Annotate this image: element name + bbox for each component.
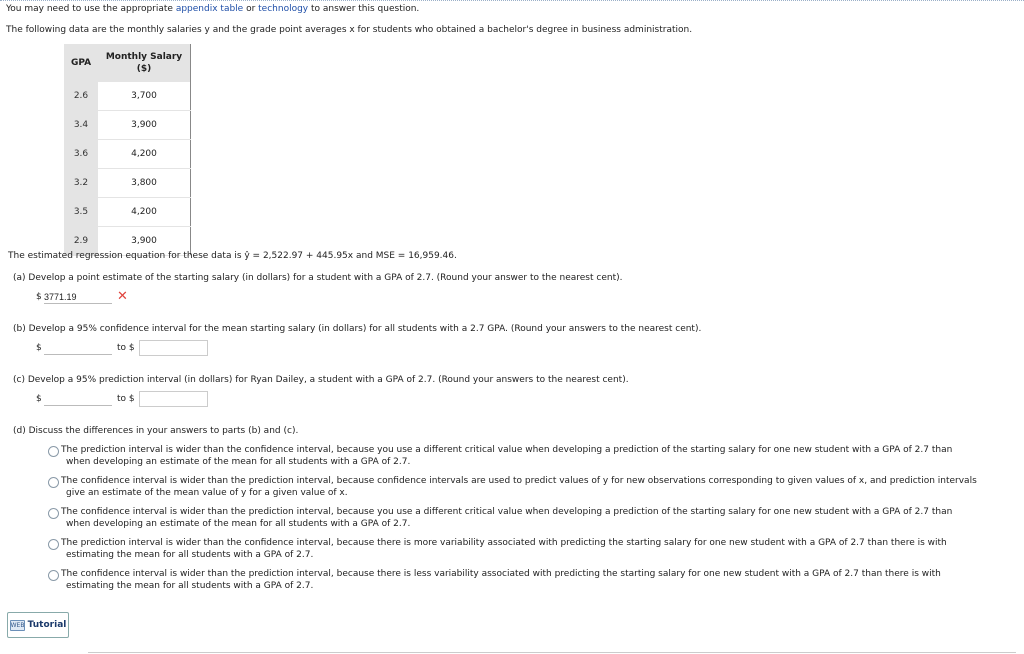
part-c-lower-input[interactable] — [44, 392, 112, 406]
salary-cell: 3,800 — [98, 169, 191, 198]
option-3-text — [61, 506, 1011, 530]
salary-header-line1: Monthly Salary — [105, 52, 183, 62]
intro-line — [6, 4, 419, 14]
table-header-row — [64, 44, 191, 82]
top-divider — [0, 0, 1024, 1]
option-1-line2: when developing an estimate of the mean for all students with a GPA of 2.7. — [66, 457, 411, 467]
part-c-to-label: to $ — [117, 394, 135, 404]
option-1-text — [61, 444, 1011, 468]
intro-mid: or — [243, 4, 259, 14]
salary-header — [98, 44, 191, 82]
part-c-question: (c) Develop a 95% prediction interval (in dollars) for Ryan Dailey, a student with a GPA of 2.7. (Round your answers to the nearest cent). — [13, 375, 629, 385]
option-2-radio[interactable] — [48, 477, 59, 488]
option-5-text — [61, 568, 1011, 592]
bottom-divider — [88, 652, 1016, 653]
gpa-cell: 3.2 — [64, 169, 98, 198]
option-4-radio[interactable] — [48, 539, 59, 550]
option-4-line2: estimating the mean for all students with a GPA of 2.7. — [66, 550, 314, 560]
table-row — [64, 111, 191, 140]
option-1-radio[interactable] — [48, 446, 59, 457]
option-5-radio[interactable] — [48, 570, 59, 581]
option-1-line1: The prediction interval is wider than the confidence interval, because you use a different critical value when developing a prediction of the starting salary for one new student with a GPA of 2.7 than — [61, 445, 953, 455]
gpa-cell: 2.9 — [64, 227, 98, 256]
table-row — [64, 140, 191, 169]
technology-link[interactable]: technology — [258, 4, 309, 14]
appendix-table-link[interactable]: appendix table — [175, 4, 244, 14]
option-4-text — [61, 537, 1011, 561]
part-a-answer-input[interactable] — [44, 290, 112, 304]
regression-equation: The estimated regression equation for these data is ŷ = 2,522.97 + 445.95x and MSE = 16,959.46. — [8, 251, 457, 261]
tutorial-icon: WEB — [10, 621, 25, 629]
problem-description: The following data are the monthly salaries y and the grade point averages x for students who obtained a bachelor's degree in business administration. — [6, 25, 693, 35]
part-a-currency: $ — [36, 292, 42, 302]
salary-header-line2: ($) — [136, 64, 152, 74]
salary-cell: 3,700 — [98, 82, 191, 111]
option-2-line1: The confidence interval is wider than the prediction interval, because confidence intervals are used to predict values of y for new observations corresponding to given values of x, and prediction intervals — [61, 476, 977, 486]
option-2-line2: give an estimate of the mean value of y for a given value of x. — [66, 488, 348, 498]
part-c-upper-input[interactable] — [139, 391, 208, 407]
option-5-line2: estimating the mean for all students with a GPA of 2.7. — [66, 581, 314, 591]
part-b-lower-input[interactable] — [44, 341, 112, 355]
table-row — [64, 82, 191, 111]
part-d-question: (d) Discuss the differences in your answers to parts (b) and (c). — [13, 426, 299, 436]
salary-cell: 3,900 — [98, 227, 191, 256]
gpa-header: GPA — [64, 44, 98, 82]
part-b-question: (b) Develop a 95% confidence interval for the mean starting salary (in dollars) for all students with a 2.7 GPA. (Round your answers to the nearest cent). — [13, 324, 702, 334]
intro-suffix: to answer this question. — [308, 4, 420, 14]
part-c-currency: $ — [36, 394, 42, 404]
salary-cell: 3,900 — [98, 111, 191, 140]
gpa-cell: 2.6 — [64, 82, 98, 111]
table-row — [64, 169, 191, 198]
part-b-currency: $ — [36, 343, 42, 353]
part-a-question: (a) Develop a point estimate of the starting salary (in dollars) for a student with a GPA of 2.7. (Round your answer to the nearest cent). — [13, 273, 623, 283]
data-table — [64, 44, 191, 256]
gpa-cell: 3.5 — [64, 198, 98, 227]
incorrect-x-icon: ✕ — [117, 289, 128, 304]
intro-prefix: You may need to use the appropriate — [6, 4, 176, 14]
gpa-cell: 3.6 — [64, 140, 98, 169]
tutorial-label: Tutorial — [27, 620, 67, 630]
option-3-line2: when developing an estimate of the mean for all students with a GPA of 2.7. — [66, 519, 411, 529]
option-3-radio[interactable] — [48, 508, 59, 519]
salary-cell: 4,200 — [98, 140, 191, 169]
option-3-line1: The confidence interval is wider than the prediction interval, because you use a different critical value when developing a prediction of the starting salary for one new student with a GPA of 2.7 than — [61, 507, 953, 517]
option-4-line1: The prediction interval is wider than the confidence interval, because there is more variability associated with predicting the starting salary for one new student with a GPA of 2.7 than there is with — [61, 538, 947, 548]
part-b-upper-input[interactable] — [139, 340, 208, 356]
option-5-line1: The confidence interval is wider than the prediction interval, because there is less variability associated with predicting the starting salary for one new student with a GPA of 2.7 than there is with — [61, 569, 941, 579]
tutorial-button[interactable] — [7, 612, 69, 638]
table-row — [64, 198, 191, 227]
salary-cell: 4,200 — [98, 198, 191, 227]
part-b-to-label: to $ — [117, 343, 135, 353]
gpa-cell: 3.4 — [64, 111, 98, 140]
option-2-text — [61, 475, 1011, 499]
